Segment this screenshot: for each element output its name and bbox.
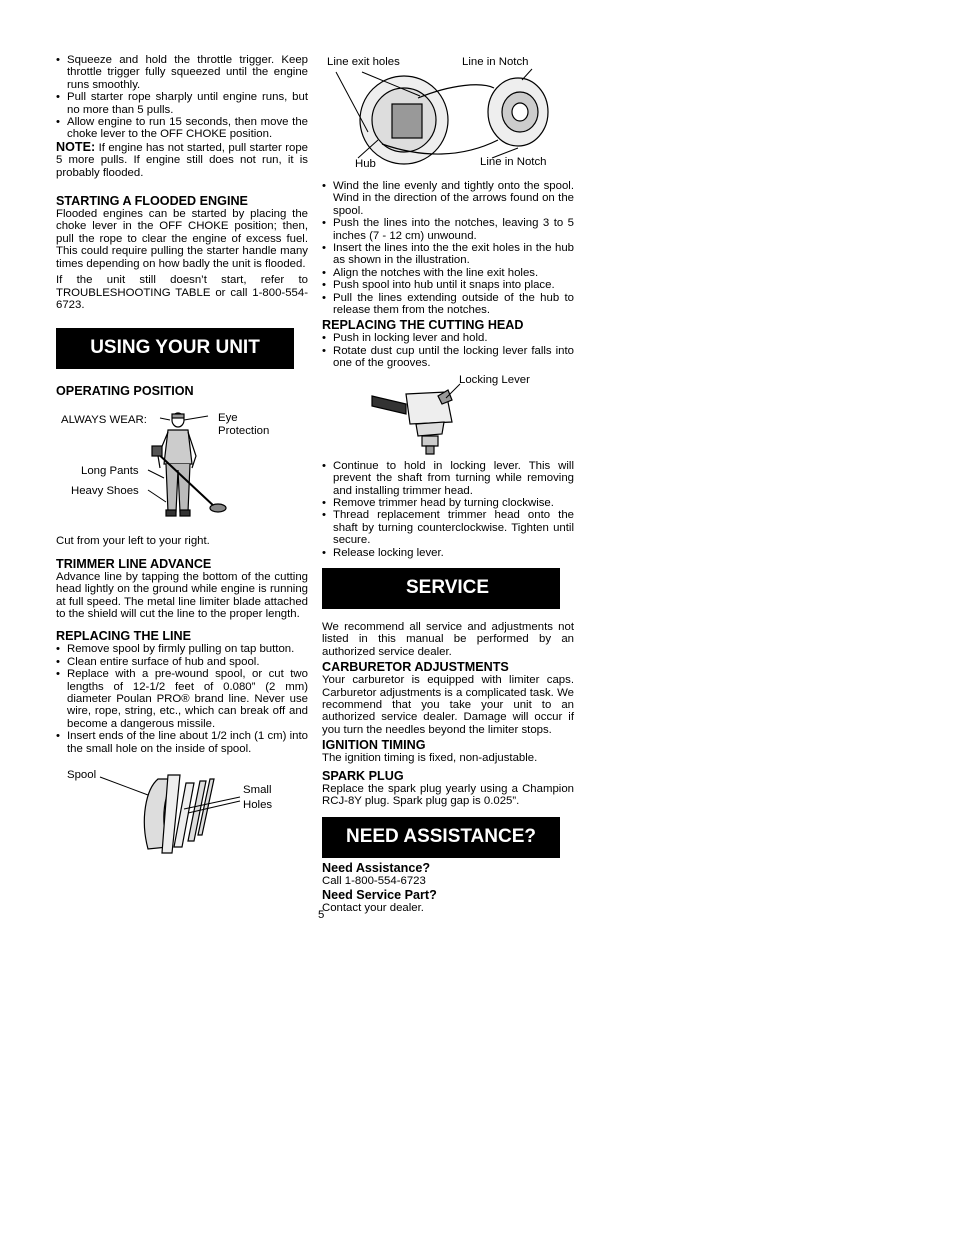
note-paragraph: [56, 141, 308, 179]
spool-figure: [56, 769, 308, 864]
service-banner: [322, 568, 560, 609]
using-your-unit-banner: [56, 328, 294, 369]
list-item: • Pull starter rope sharply until engine runs, but no more than 5 pulls.: [56, 91, 308, 116]
service-part-heading: Need Service Part?: [322, 887, 437, 902]
cutting-head-illustration: [322, 374, 574, 456]
list-item: • Insert ends of the line about 1/2 inch (1 cm) into the small hole on the inside of spool.: [56, 730, 308, 755]
long-pants-label: Long Pants: [81, 465, 139, 478]
flooded-text-2: If the unit still doesn’t start, refer to TROUBLESHOOTING TABLE or call 1-800-554-6723.: [56, 274, 308, 311]
advance-text: Advance line by tapping the bottom of the cutting head lightly on the ground while engine is running at full speed. The metal line limiter blade attached to the shield will cut the line to the proper length.: [56, 570, 308, 620]
ignition-heading: IGNITION TIMING: [322, 738, 426, 753]
list-item: • Insert the lines into the the exit holes in the hub as shown in the illustration.: [322, 242, 574, 267]
service-text: We recommend all service and adjustments not listed in this manual be performed by an authorized service dealer.: [322, 620, 574, 658]
service-part-text: Contact your dealer.: [322, 901, 424, 914]
list-item: • Remove trimmer head by turning clockwise.: [322, 497, 574, 509]
banner-label: USING YOUR UNIT: [90, 337, 260, 359]
replacing-line-heading: REPLACING THE LINE: [56, 629, 192, 644]
note-label: NOTE:: [56, 139, 96, 154]
list-item: • Align the notches with the line exit holes.: [322, 267, 574, 279]
cutting-head-bullets: [322, 332, 574, 369]
cut-direction-text: Cut from your left to your right.: [56, 535, 210, 548]
list-item: • Push the lines into the notches, leaving 3 to 5 inches (7 - 12 cm) unwound.: [322, 217, 574, 242]
list-item: • Rotate dust cup until the locking lever falls into one of the grooves.: [322, 345, 574, 370]
list-item: • Release locking lever.: [322, 547, 574, 559]
small-label: Small: [243, 784, 272, 796]
list-item: • Continue to hold in locking lever. This will prevent the shaft from turning while removing and installing trimmer head.: [322, 460, 574, 497]
spool-label: Spool: [67, 769, 97, 781]
spark-plug-heading: SPARK PLUG: [322, 768, 404, 783]
page-number: 5: [318, 909, 325, 921]
eye-label: Eye: [218, 412, 238, 425]
always-wear-label: ALWAYS WEAR:: [61, 414, 147, 427]
carburetor-heading: CARBURETOR ADJUSTMENTS: [322, 660, 509, 675]
operating-heading: OPERATING POSITION: [56, 384, 194, 399]
list-item: • Squeeze and hold the throttle trigger. Keep throttle trigger fully squeezed until the engine runs smoothly.: [56, 54, 308, 91]
operating-position-figure: [56, 404, 308, 532]
list-item: • Push in locking lever and hold.: [322, 332, 574, 344]
cutting-head-heading: REPLACING THE CUTTING HEAD: [322, 318, 524, 333]
list-item: • Push spool into hub until it snaps into place.: [322, 279, 574, 291]
wind-bullets: [322, 180, 574, 316]
list-item: • Clean entire surface of hub and spool.: [56, 656, 308, 668]
list-item: • Pull the lines extending outside of the hub to release them from the notches.: [322, 292, 574, 317]
banner-label: SERVICE: [406, 576, 490, 598]
ignition-text: The ignition timing is fixed, non-adjustable.: [322, 752, 538, 765]
flooded-text: Flooded engines can be started by placing the choke lever in the OFF CHOKE position; then, pull the rope to clear the engine of excess fuel. This could require pulling the starter handle many times depending on how badly the unit is flooded.: [56, 208, 308, 270]
holes-label: Holes: [243, 799, 273, 811]
list-item: • Replace with a pre-wound spool, or cut two lengths of 12-1/2 feet of 0.080” (2 mm) diameter Poulan PRO® brand line. Never use wire, rope, string, etc., which can break off and become a dangerous missile.: [56, 668, 308, 730]
line-in-notch-top-label: Line in Notch: [462, 56, 529, 68]
starting-bullets: [56, 54, 308, 141]
list-item: • Remove spool by firmly pulling on tap button.: [56, 643, 308, 655]
hub-figure: [322, 54, 574, 178]
protection-label: Protection: [218, 425, 270, 438]
list-item: • Thread replacement trimmer head onto the shaft by turning counterclockwise. Tighten until secure.: [322, 509, 574, 546]
line-in-notch-bottom-label: Line in Notch: [480, 156, 547, 168]
assistance-phone: Call 1-800-554-6723: [322, 875, 426, 888]
left-column: [56, 54, 308, 864]
locking-lever-figure: [322, 374, 574, 456]
carburetor-text: Your carburetor is equipped with limiter caps. Carburetor adjustments is a complicated task. We recommend that you take your unit to an authorized service dealer. Damage will occur if you turn the needles beyond the limiter stops.: [322, 674, 574, 736]
spark-plug-text: Replace the spark plug yearly using a Champion RCJ-8Y plug. Spark plug gap is 0.025”.: [322, 782, 574, 807]
heavy-shoes-label: Heavy Shoes: [71, 485, 139, 498]
hub-label: Hub: [355, 158, 376, 170]
locking-lever-label: Locking Lever: [459, 373, 530, 386]
list-item: • Allow engine to run 15 seconds, then move the choke lever to the OFF CHOKE position.: [56, 116, 308, 141]
right-column: [322, 54, 574, 914]
flooded-heading: STARTING A FLOODED ENGINE: [56, 194, 248, 209]
line-exit-holes-label: Line exit holes: [327, 56, 400, 68]
advance-heading: TRIMMER LINE ADVANCE: [56, 556, 212, 571]
need-assistance-banner: [322, 817, 560, 858]
banner-label: NEED ASSISTANCE?: [345, 826, 537, 848]
replacing-line-bullets: [56, 643, 308, 755]
continue-bullets: [322, 460, 574, 559]
note-text: If engine has not started, pull starter rope 5 more pulls. If engine still does not run, it is probably flooded.: [56, 141, 308, 179]
assistance-heading: Need Assistance?: [322, 861, 431, 876]
list-item: • Wind the line evenly and tightly onto the spool. Wind in the direction of the arrows found on the spool.: [322, 180, 574, 217]
